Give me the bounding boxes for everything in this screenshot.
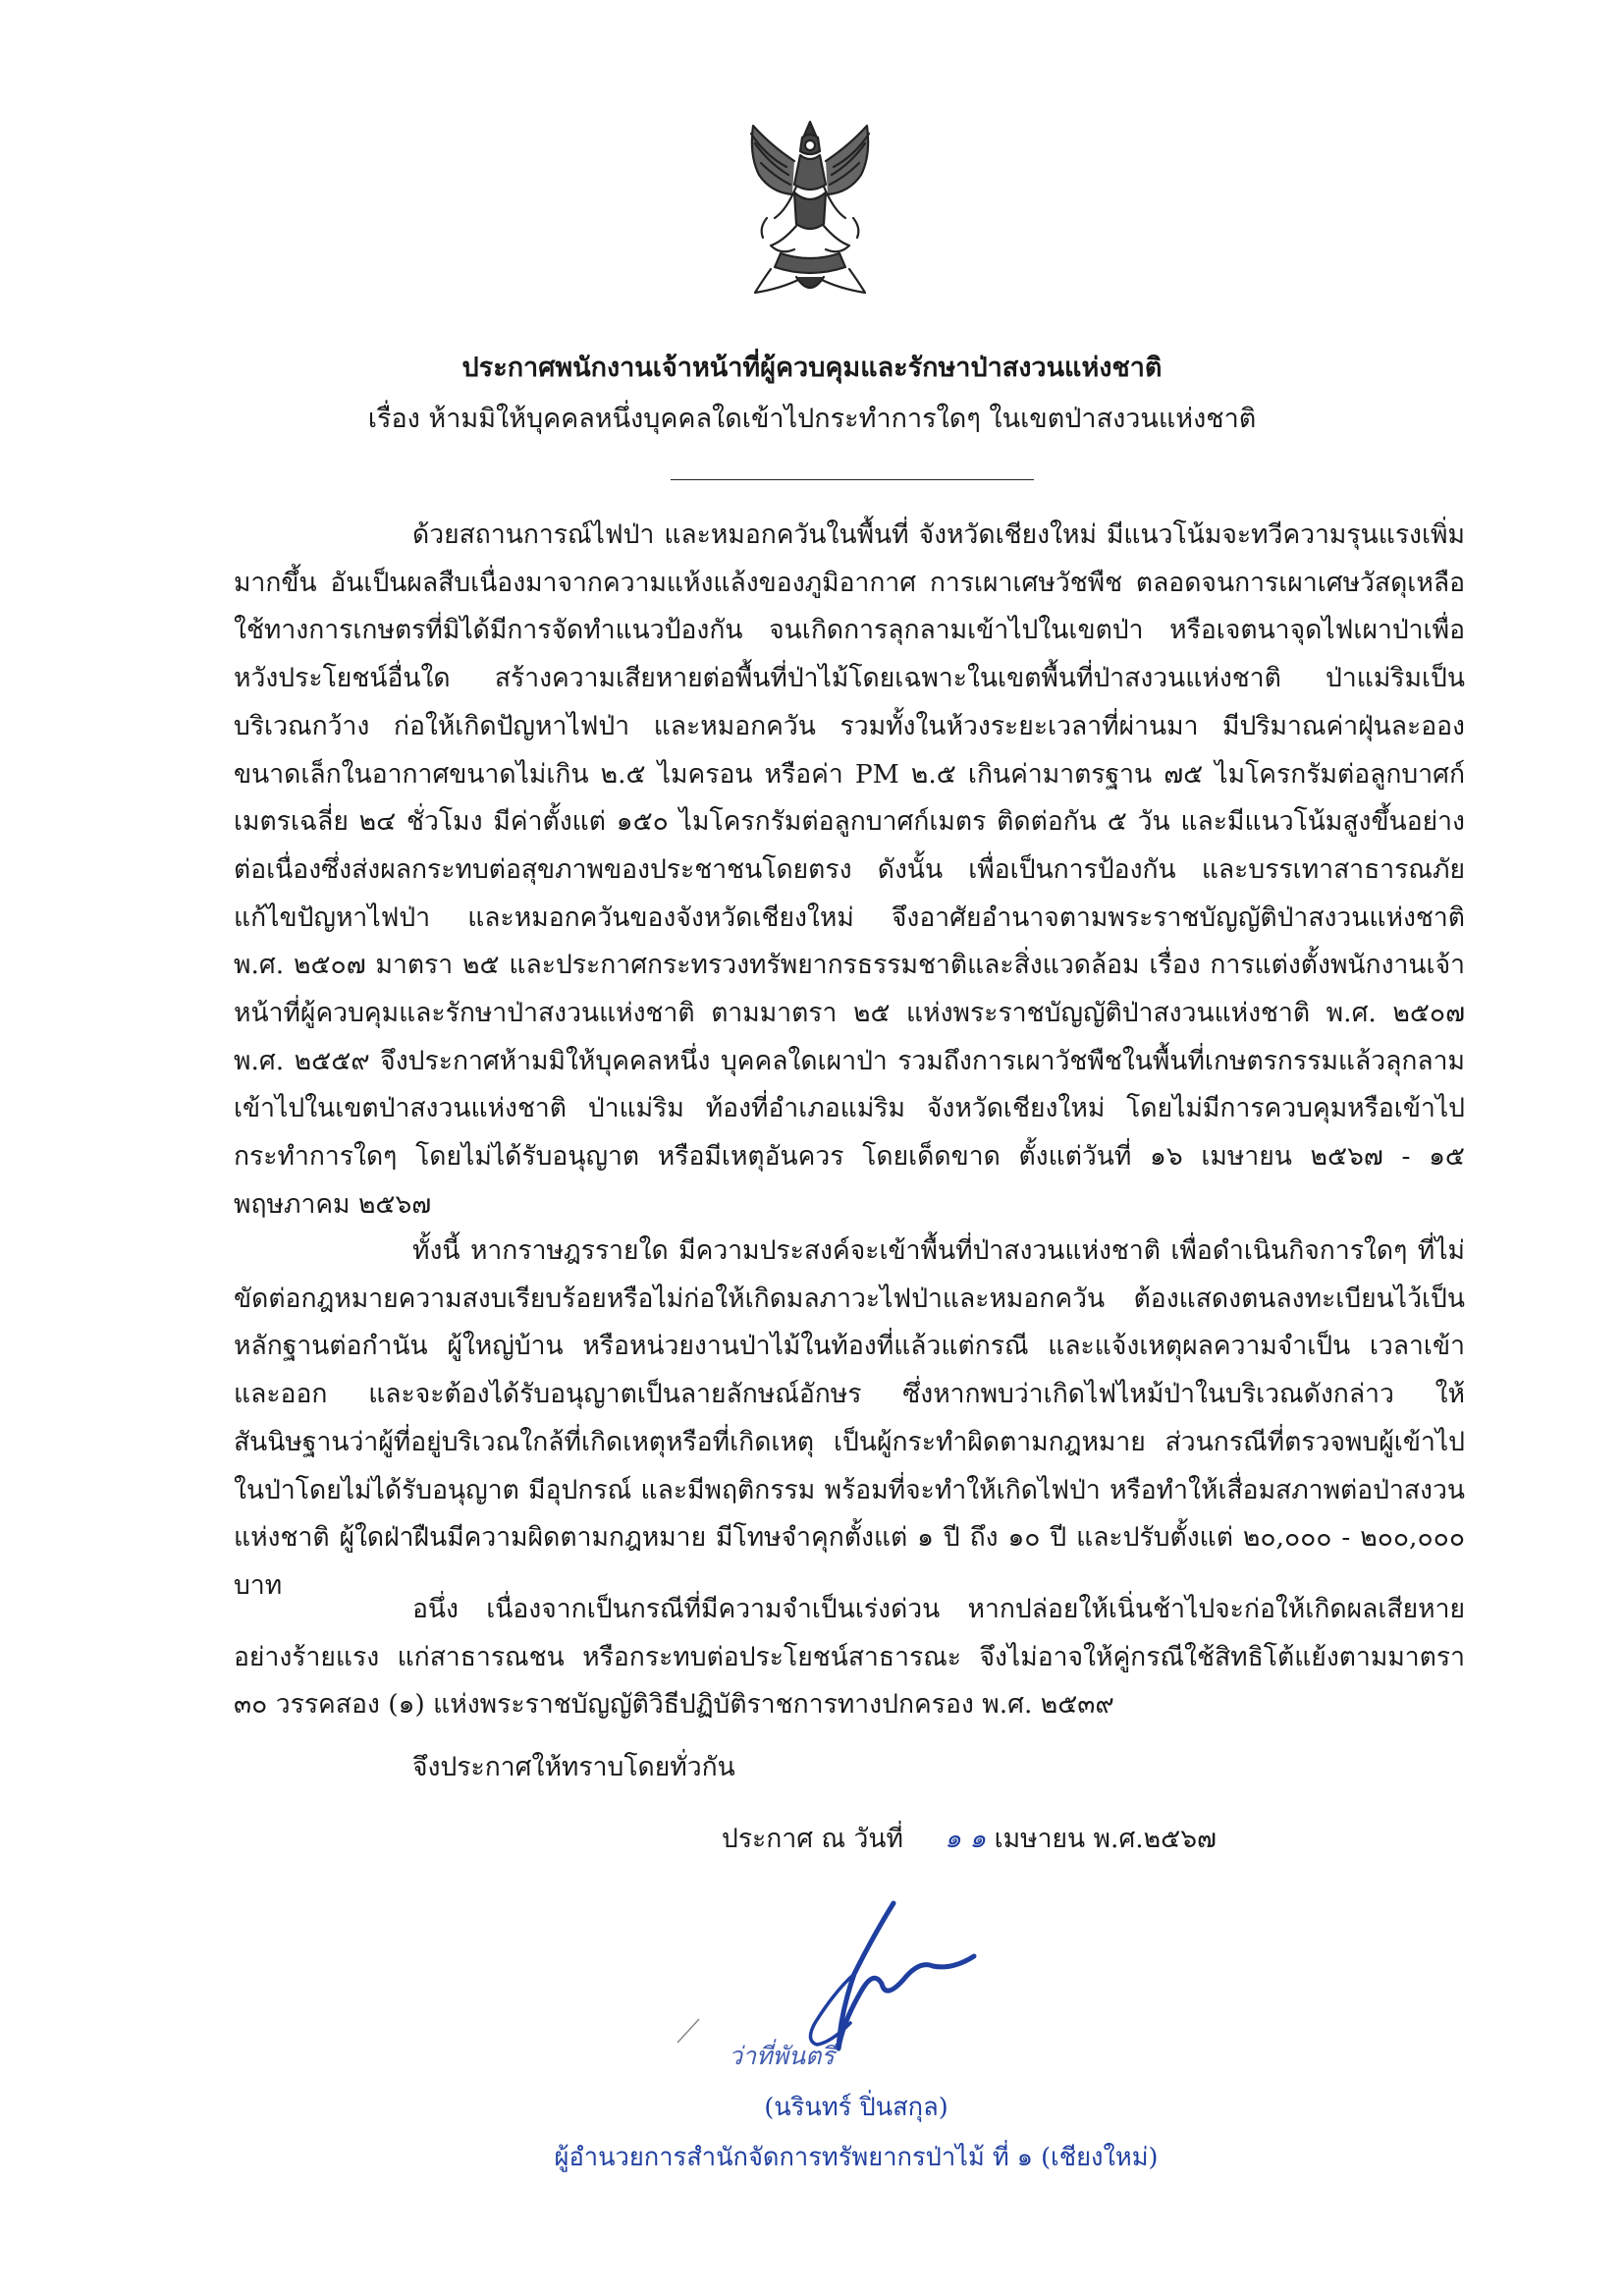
body-paragraph-2: ทั้งนี้ หากราษฎรรายใด มีความประสงค์จะเข้าพื้นที่ป่าสงวนแห่งชาติ เพื่อดำเนินกิจการใดๆ ที่ไม่ขัดต่อกฎหมายความสงบเรียบร้อยหรือไม่ก่อให้เกิดมลภาวะไฟป่าและหมอกควัน ต้องแสดงตนลงทะเบียนไว้เป็นหลักฐานต่อกำนัน ผู้ใหญ่บ้าน หรือหน่วยงานป่าไม้ในท้องที่แล้วแต่กรณี และแจ้งเหตุผลความจำเป็น เวลาเข้าและออก และจะต้องได้รับอนุญาตเป็นลายลักษณ์อักษร ซึ่งหากพบว่าเกิดไฟไหม้ป่าในบริเวณดังกล่าว ให้สันนิษฐานว่าผู้ที่อยู่บริเวณใกล้ที่เกิดเหตุหรือที่เกิดเหตุ เป็นผู้กระทำผิดตามกฎหมาย ส่วนกรณีที่ตรวจพบผู้เข้าไปในป่าโดยไม่ได้รับอนุญาต มีอุปกรณ์ และมีพฤติกรรม พร้อมที่จะทำให้เกิดไฟป่า หรือทำให้เสื่อมสภาพต่อป่าสงวนแห่งชาติ ผู้ใดฝ่าฝืนมีความผิดตามกฎหมาย มีโทษจำคุกตั้งแต่ ๑ ปี ถึง ๑๐ ปี และปรับตั้งแต่ ๒๐,๐๐๐ - ๒๐๐,๐๐๐ บาท	[234, 1235, 1465, 1601]
pen-mark-icon	[676, 2015, 703, 2045]
signatory-name: (นรินทร์ ปิ่นสกุล)	[764, 2093, 948, 2122]
garuda-emblem-icon	[741, 116, 879, 301]
date-day: ๑ ๑	[945, 1824, 987, 1854]
date-prefix: ประกาศ ณ วันที่	[722, 1824, 903, 1854]
body-paragraph-1: ด้วยสถานการณ์ไฟป่า และหมอกควันในพื้นที่ จังหวัดเชียงใหม่ มีแนวโน้มจะทวีความรุนแรงเพิ่มมากขึ้น อันเป็นผลสืบเนื่องมาจากความแห้งแล้งของภูมิอากาศ การเผาเศษวัชพืช ตลอดจนการเผาเศษวัสดุเหลือใช้ทางการเกษตรที่มิได้มีการจัดทำแนวป้องกัน จนเกิดการลุกลามเข้าไปในเขตป่า หรือเจตนาจุดไฟเผาป่าเพื่อหวังประโยชน์อื่นใด สร้างความเสียหายต่อพื้นที่ป่าไม้โดยเฉพาะในเขตพื้นที่ป่าสงวนแห่งชาติ ป่าแม่ริมเป็นบริเวณกว้าง ก่อให้เกิดปัญหาไฟป่า และหมอกควัน รวมทั้งในห้วงระยะเวลาที่ผ่านมา มีปริมาณค่าฝุ่นละอองขนาดเล็กในอากาศขนาดไม่เกิน ๒.๕ ไมครอน หรือค่า PM ๒.๕ เกินค่ามาตรฐาน ๗๕ ไมโครกรัมต่อลูกบาศก์เมตรเฉลี่ย ๒๔ ชั่วโมง มีค่าตั้งแต่ ๑๕๐ ไมโครกรัมต่อลูกบาศก์เมตร ติดต่อกัน ๕ วัน และมีแนวโน้มสูงขึ้นอย่างต่อเนื่องซึ่งส่งผลกระทบต่อสุขภาพของประชาชนโดยตรง ดังนั้น เพื่อเป็นการป้องกัน และบรรเทาสาธารณภัย แก้ไขปัญหาไฟป่า และหมอกควันของจังหวัดเชียงใหม่ จึงอาศัยอำนาจตามพระราชบัญญัติป่าสงวนแห่งชาติ พ.ศ. ๒๕๐๗ มาตรา ๒๕ และประกาศกระทรวงทรัพยากรธรรมชาติและสิ่งแวดล้อม เรื่อง การแต่งตั้งพนักงานเจ้าหน้าที่ผู้ควบคุมและรักษาป่าสงวนแห่งชาติ ตามมาตรา ๒๕ แห่งพระราชบัญญัติป่าสงวนแห่งชาติ พ.ศ. ๒๕๐๗ พ.ศ. ๒๕๕๙ จึงประกาศห้ามมิให้บุคคลหนึ่ง บุคคลใดเผาป่า รวมถึงการเผาวัชพืชในพื้นที่เกษตรกรรมแล้วลุกลามเข้าไปในเขตป่าสงวนแห่งชาติ ป่าแม่ริม ท้องที่อำเภอแม่ริม จังหวัดเชียงใหม่ โดยไม่มีการควบคุมหรือเข้าไปกระทำการใดๆ โดยไม่ได้รับอนุญาต หรือมีเหตุอันควร โดยเด็ดขาด ตั้งแต่วันที่ ๑๖ เมษายน ๒๕๖๗ - ๑๕ พฤษภาคม ๒๕๖๗	[234, 519, 1465, 1220]
announcement-subject: เรื่อง ห้ามมิให้บุคคลหนึ่งบุคคลใดเข้าไปกระทำการใดๆ ในเขตป่าสงวนแห่งชาติ	[367, 404, 1257, 434]
date-month-year: เมษายน พ.ศ.๒๕๖๗	[994, 1824, 1217, 1854]
body-paragraph-3: อนึ่ง เนื่องจากเป็นกรณีที่มีความจำเป็นเร่งด่วน หากปล่อยให้เนิ่นช้าไปจะก่อให้เกิดผลเสียหายอย่างร้ายแรง แก่สาธารณชน หรือกระทบต่อประโยชน์สาธารณะ จึงไม่อาจให้คู่กรณีใช้สิทธิโต้แย้งตามมาตรา ๓๐ วรรคสอง (๑) แห่งพระราชบัญญัติวิธีปฏิบัติราชการทางปกครอง พ.ศ. ๒๕๓๙	[234, 1594, 1465, 1721]
title-divider	[671, 479, 1034, 480]
signatory-position: ผู้อำนวยการสำนักจัดการทรัพยากรป่าไม้ ที่ ๑ (เชียงใหม่)	[554, 2143, 1159, 2172]
closing-statement: จึงประกาศให้ทราบโดยทั่วกัน	[412, 1752, 735, 1782]
announcement-date	[722, 1818, 1217, 1859]
acting-rank: ว่าที่พันตรี	[729, 2042, 835, 2070]
announcement-title: ประกาศพนักงานเจ้าหน้าที่ผู้ควบคุมและรักษาป่าสงวนแห่งชาติ	[461, 353, 1163, 383]
